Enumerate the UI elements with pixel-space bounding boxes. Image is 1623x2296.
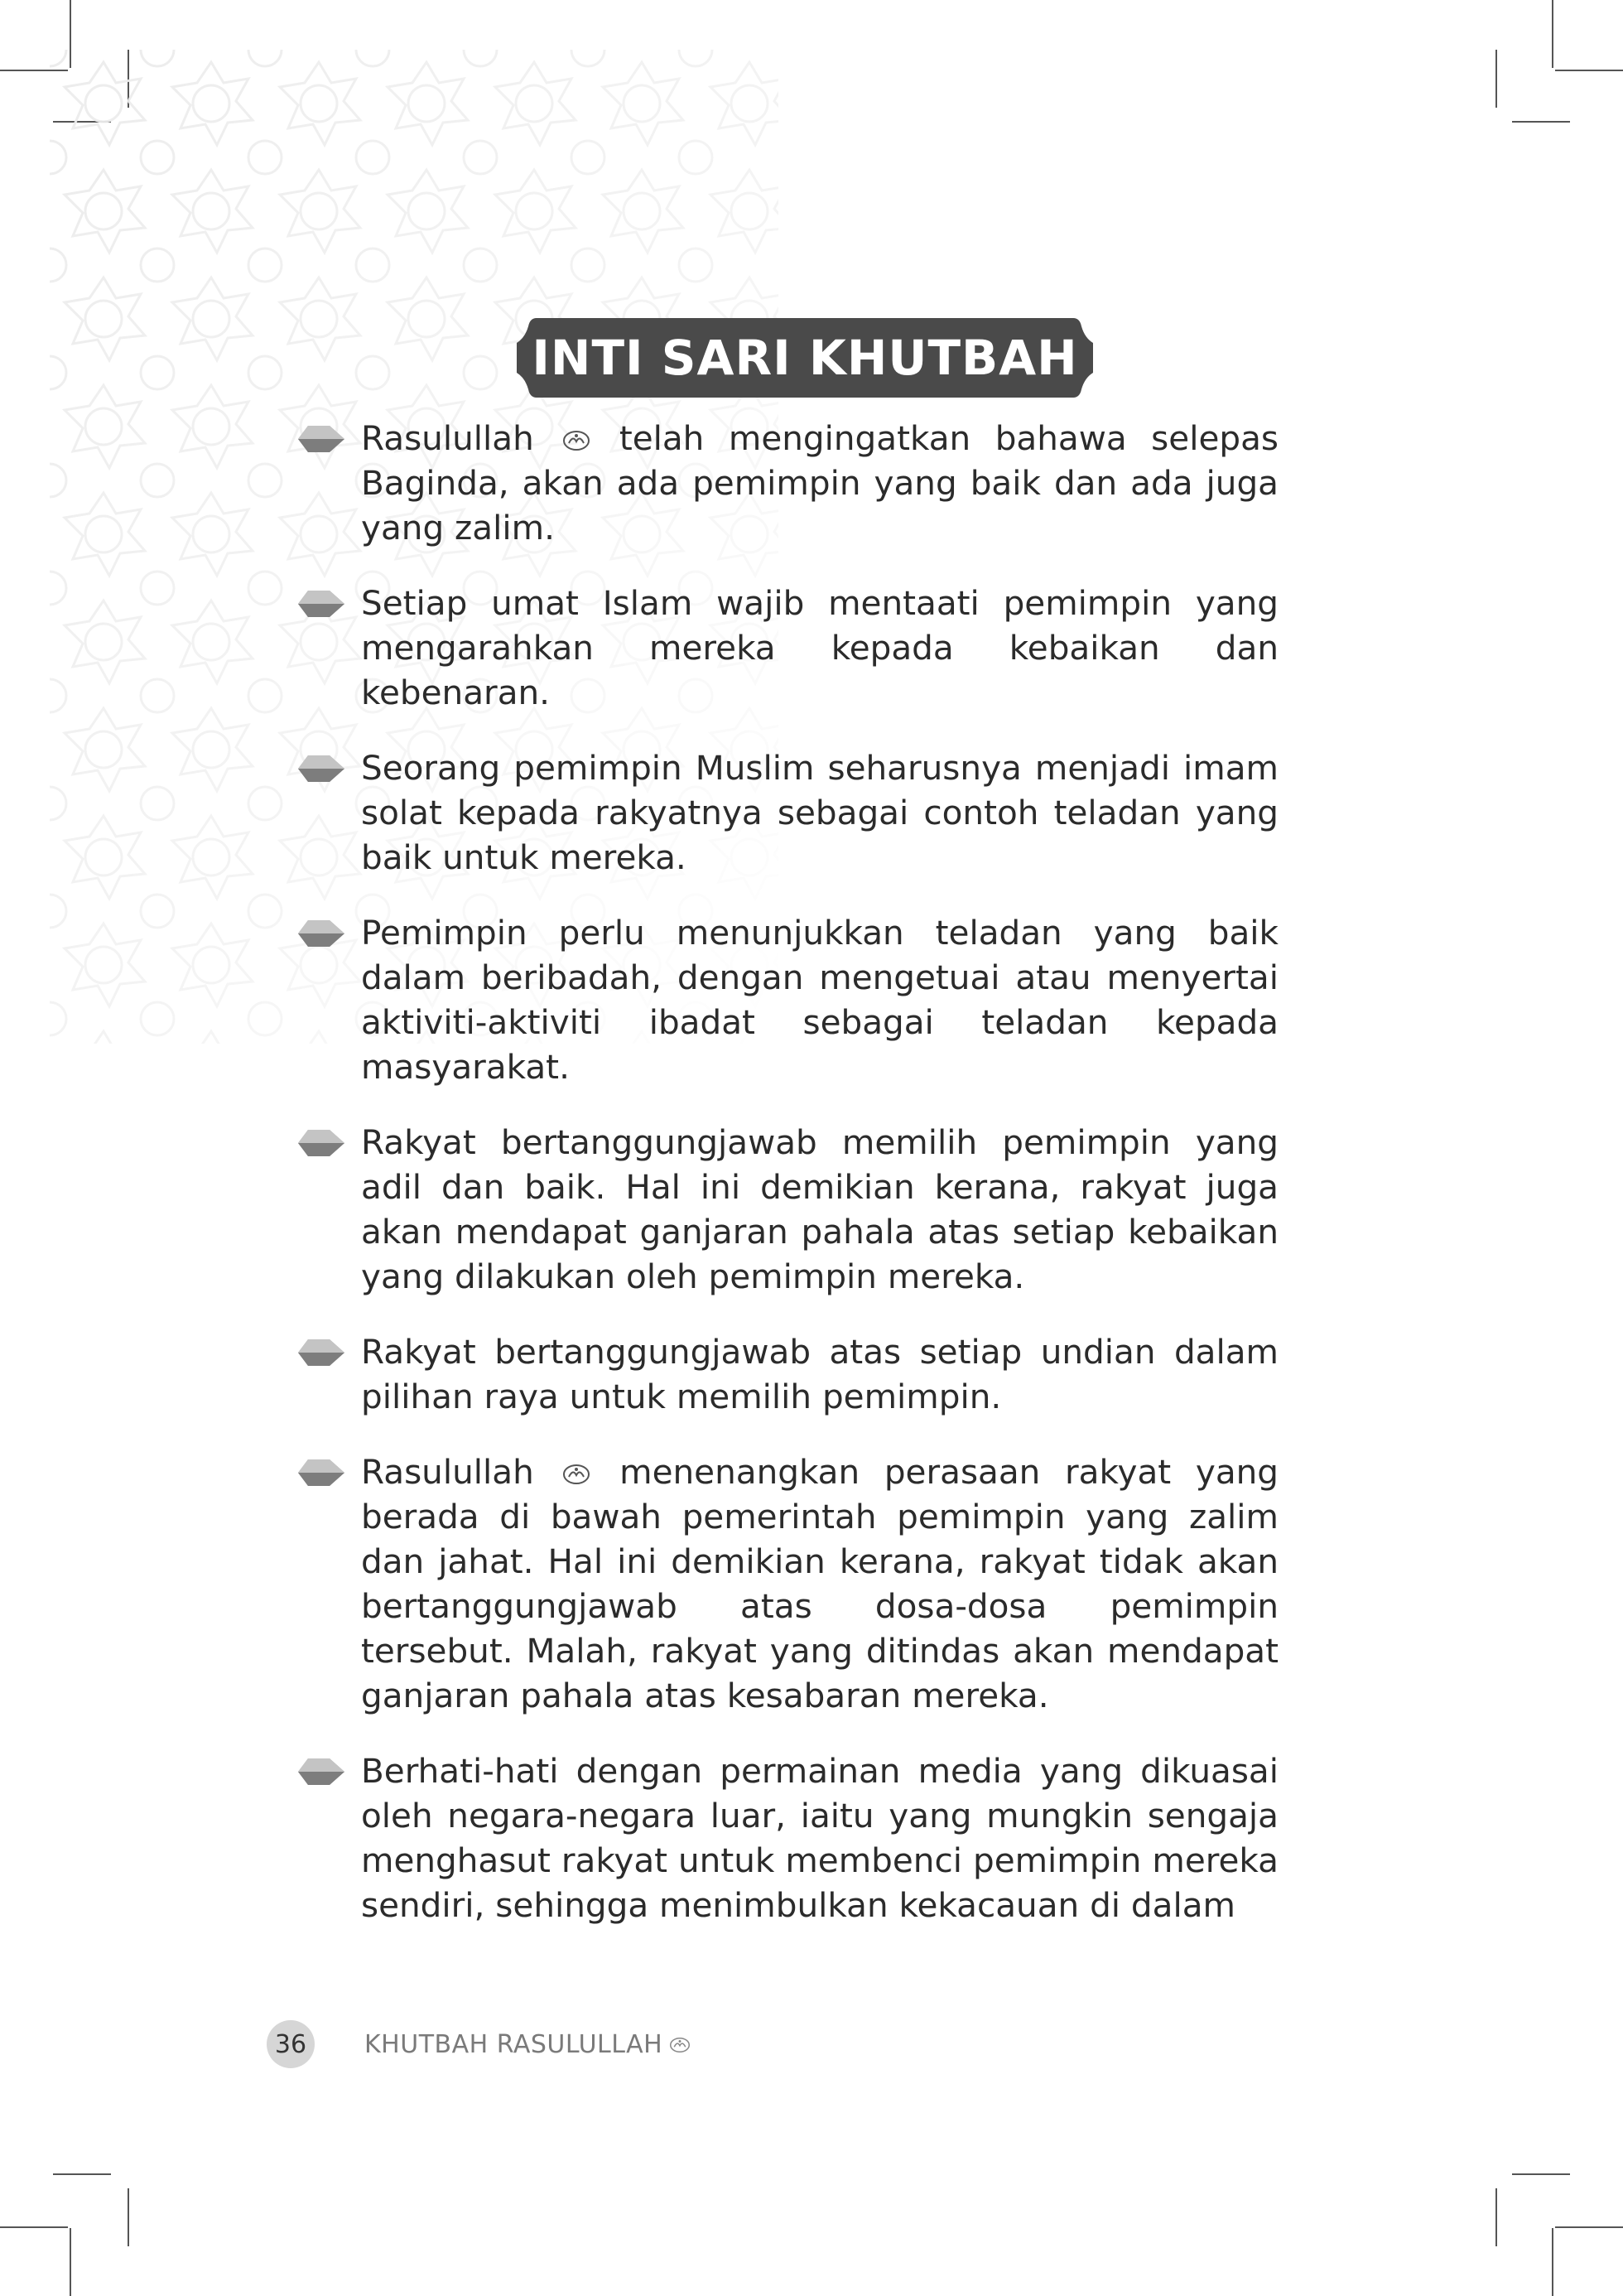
crop-mark — [1555, 2226, 1623, 2228]
list-item — [296, 1449, 1279, 1718]
hexagon-arrow-icon — [296, 424, 346, 454]
list-item — [296, 581, 1279, 715]
hexagon-arrow-icon — [296, 589, 346, 619]
point-text: Pemimpin perlu menunjukkan teladan yang baik dalam beribadah, dengan mengetuai atau menyertai aktiviti-aktiviti ibadat sebagai teladan kepada masyarakat. — [361, 913, 1279, 1087]
crop-mark — [1512, 121, 1570, 123]
crop-mark — [1495, 2188, 1497, 2246]
point-text-end: menenangkan perasaan rakyat yang berada di bawah pemerintah pemimpin yang zalim dan jahat. Hal ini demikian kerana, rakyat tidak akan bertanggungjawab atas dosa-dosa pemimpin tersebut. Malah, rakyat yang ditindas akan mendapat ganjaran pahala atas kesabaran mereka. — [361, 1452, 1279, 1715]
list-item — [296, 1120, 1279, 1299]
book-title: KHUTBAH RASULULLAH — [364, 2029, 663, 2059]
hexagon-arrow-icon — [296, 1458, 346, 1488]
crop-mark — [1555, 70, 1623, 71]
list-item — [296, 745, 1279, 880]
hexagon-arrow-icon — [296, 1128, 346, 1158]
hexagon-arrow-icon — [296, 1757, 346, 1787]
saw-calligraphy-icon — [560, 428, 593, 453]
title-banner — [513, 313, 1096, 403]
point-text-end: telah mengingatkan bahawa selepas Baginda, akan ada pemimpin yang baik dan ada juga yang zalim. — [361, 418, 1279, 547]
crop-mark — [1495, 50, 1497, 108]
hexagon-arrow-icon — [296, 754, 346, 784]
crop-mark — [70, 2228, 71, 2296]
point-text: Berhati-hati dengan permainan media yang dikuasai oleh negara-negara luar, iaitu yang mungkin sengaja menghasut rakyat untuk membenci pemimpin mereka sendiri, sehingga menimbulkan kekacauan di dalam — [361, 1751, 1279, 1925]
point-text: Seorang pemimpin Muslim seharusnya menjadi imam solat kepada rakyatnya sebagai contoh teladan yang baik untuk mereka. — [361, 748, 1279, 877]
crop-mark — [53, 2173, 111, 2175]
crop-mark — [1552, 2228, 1553, 2296]
point-text-start: Rasulullah — [361, 418, 534, 458]
point-text: Rakyat bertanggungjawab memilih pemimpin yang adil dan baik. Hal ini demikian kerana, rakyat juga akan mendapat ganjaran pahala atas setiap kebaikan yang dilakukan oleh pemimpin mereka. — [361, 1122, 1279, 1296]
running-title — [364, 2030, 692, 2059]
crop-mark — [0, 2226, 68, 2228]
hexagon-arrow-icon — [296, 919, 346, 948]
crop-mark — [128, 2188, 129, 2246]
point-text: Setiap umat Islam wajib mentaati pemimpin yang mengarahkan mereka kepada kebaikan dan kebenaran. — [361, 583, 1279, 712]
point-text: Rakyat bertanggungjawab atas setiap undian dalam pilihan raya untuk memilih pemimpin. — [361, 1332, 1279, 1416]
page-title: INTI SARI KHUTBAH — [532, 330, 1078, 386]
list-item — [296, 910, 1279, 1089]
list-item — [296, 1749, 1279, 1927]
page-number: 36 — [267, 2020, 315, 2068]
hexagon-arrow-icon — [296, 1338, 346, 1367]
crop-mark — [1552, 0, 1553, 68]
saw-calligraphy-icon — [667, 2034, 692, 2056]
saw-calligraphy-icon — [560, 1462, 593, 1487]
key-points-list — [296, 416, 1279, 1958]
list-item — [296, 416, 1279, 550]
page-footer — [267, 2019, 692, 2069]
list-item — [296, 1329, 1279, 1419]
crop-mark — [1512, 2173, 1570, 2175]
point-text-start: Rasulullah — [361, 1452, 534, 1492]
